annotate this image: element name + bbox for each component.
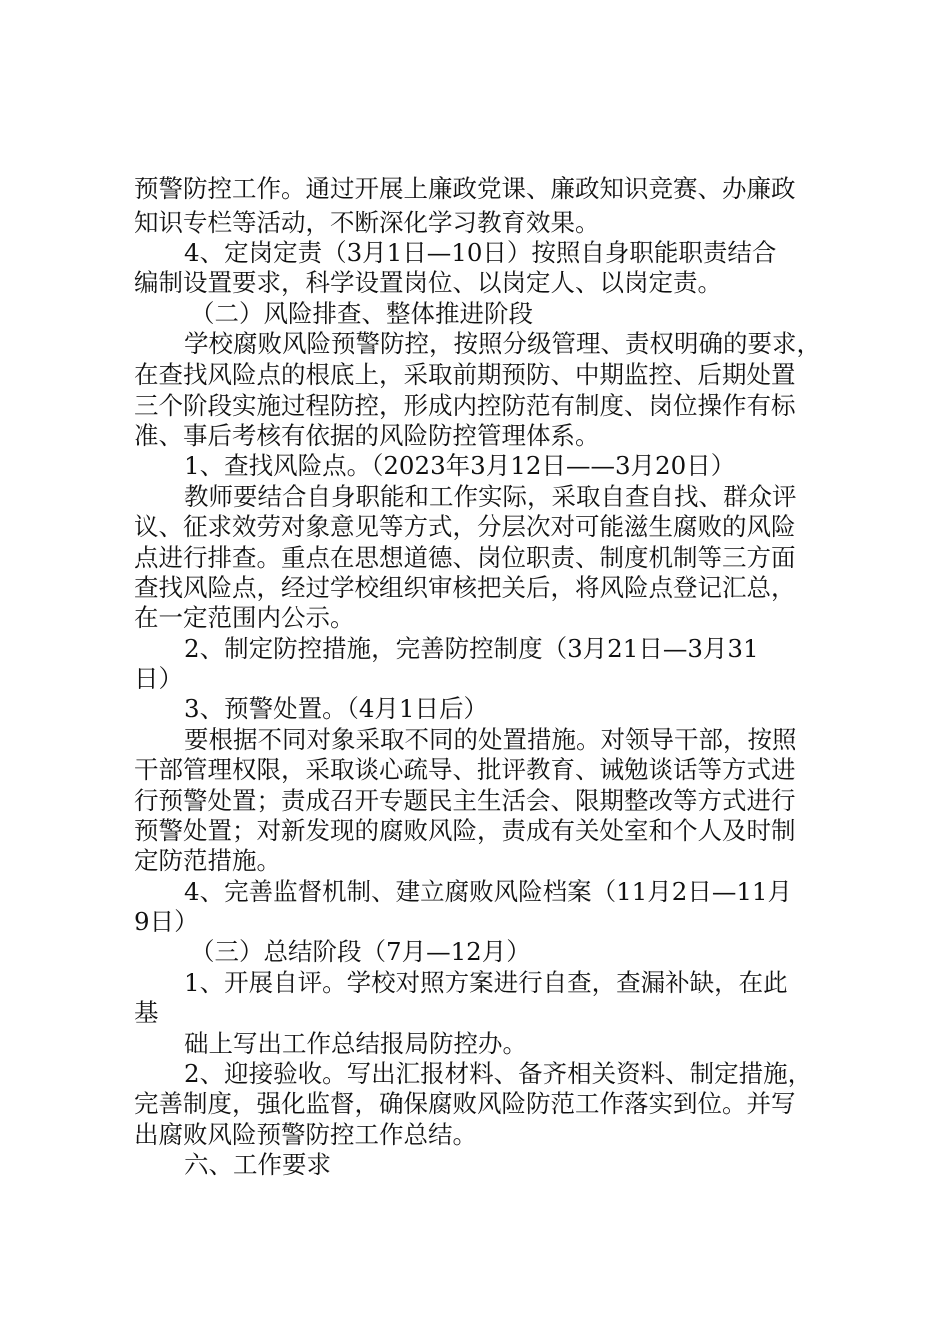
text-line: 定防范措施。	[134, 846, 281, 875]
text-line: 础上写出工作总结报局防控办。	[184, 1029, 527, 1058]
section-heading: （三）总结阶段（7月—12月）	[190, 937, 531, 966]
text-line: 4、完善监督机制、建立腐败风险档案（11月2日—11月	[184, 877, 793, 906]
text-line: 教师要结合自身职能和工作实际，采取自查自找、群众评	[184, 482, 797, 511]
text-line: 预警处置；对新发现的腐败风险，责成有关处室和个人及时制	[134, 816, 796, 845]
text-line: 2、迎接验收。写出汇报材料、备齐相关资料、制定措施，	[184, 1059, 813, 1088]
text-line: 议、征求效劳对象意见等方式，分层次对可能滋生腐败的风险	[134, 512, 796, 541]
text-line: 行预警处置；责成召开专题民主生活会、限期整改等方式进行	[134, 786, 796, 815]
text-line: 4、定岗定责（3月1日—10日）按照自身职能职责结合	[184, 238, 777, 267]
section-heading: （二）风险排查、整体推进阶段	[190, 299, 533, 328]
text-line: 3、预警处置。（4月1日后）	[184, 694, 489, 723]
text-line: 9日）	[134, 907, 199, 936]
text-line: 知识专栏等活动，不断深化学习教育效果。	[134, 208, 600, 237]
text-line: 点进行排查。重点在思想道德、岗位职责、制度机制等三方面	[134, 543, 796, 572]
text-line: 三个阶段实施过程防控，形成内控防范有制度、岗位操作有标	[134, 391, 796, 420]
text-line: 查找风险点，经过学校组织审核把关后，将风险点登记汇总，	[134, 573, 796, 602]
text-line: 2、制定防控措施，完善防控制度（3月21日—3月31	[184, 634, 759, 663]
text-line: 1、查找风险点。（2023年3月12日——3月20日）	[184, 451, 736, 480]
text-line: 要根据不同对象采取不同的处置措施。对领导干部，按照	[184, 725, 797, 754]
text-line: 完善制度，强化监督，确保腐败风险防范工作落实到位。并写	[134, 1089, 796, 1118]
text-line: 预警防控工作。通过开展上廉政党课、廉政知识竞赛、办廉政	[134, 174, 796, 203]
text-line: 基	[134, 998, 159, 1027]
text-line: 日）	[134, 664, 183, 693]
section-heading: 六、工作要求	[184, 1150, 331, 1179]
text-line: 编制设置要求，科学设置岗位、以岗定人、以岗定责。	[134, 268, 722, 297]
text-line: 准、事后考核有依据的风险防控管理体系。	[134, 421, 600, 450]
text-line: 1、开展自评。学校对照方案进行自查，查漏补缺，在此	[184, 968, 788, 997]
text-line: 在查找风险点的根底上，采取前期预防、中期监控、后期处置	[134, 360, 796, 389]
text-line: 干部管理权限，采取谈心疏导、批评教育、诫勉谈话等方式进	[134, 755, 796, 784]
text-line: 出腐败风险预警防控工作总结。	[134, 1120, 477, 1149]
text-line: 在一定范围内公示。	[134, 603, 355, 632]
text-line: 学校腐败风险预警防控，按照分级管理、责权明确的要求，	[184, 329, 821, 358]
